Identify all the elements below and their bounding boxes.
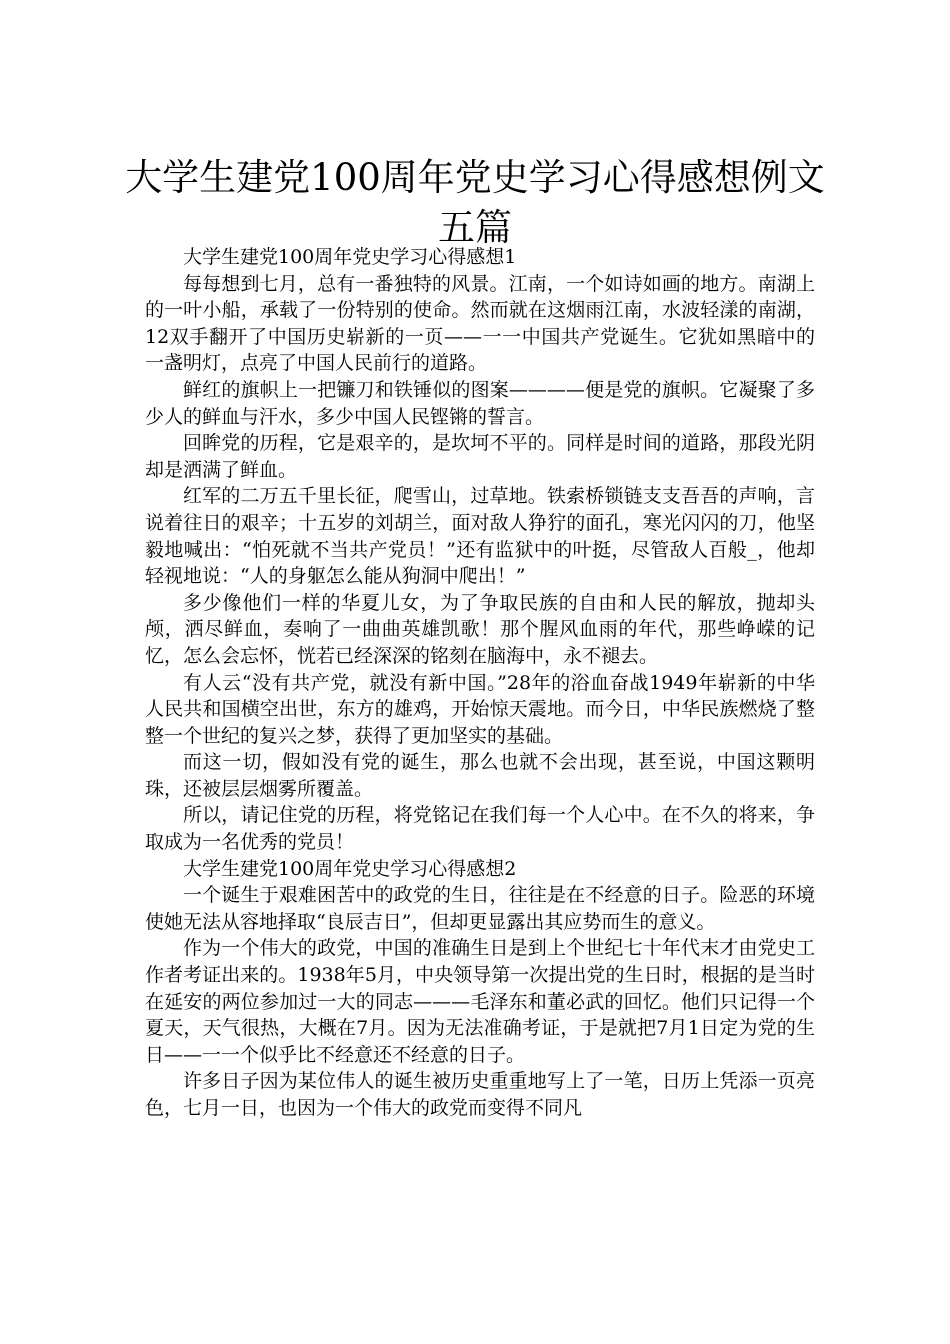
paragraph: 鲜红的旗帜上一把镰刀和铁锤似的图案————便是党的旗帜。它凝聚了多少人的鲜血与汗水，多少中国人民铿锵的誓言。 — [145, 378, 815, 428]
document-title: 大学生建党100周年党史学习心得感想例文五篇 — [125, 155, 825, 249]
paragraph: 一个诞生于艰难困苦中的政党的生日，往往是在不经意的日子。险恶的环境使她无法从容地择取“良辰吉日”，但却更显露出其应势而生的意义。 — [145, 884, 815, 933]
paragraph: 有人云“没有共产党，就没有新中国。”28年的浴血奋战1949年崭新的中华人民共和国横空出世，东方的雄鸡，开始惊天震地。而今日，中华民族燃烧了整整一个世纪的复兴之梦，获得了更加坚实的基础。 — [145, 671, 815, 747]
paragraph: 所以，请记住党的历程，将党铭记在我们每一个人心中。在不久的将来，争取成为一名优秀的党员！ — [145, 804, 815, 854]
paragraph: 多少像他们一样的华夏儿女，为了争取民族的自由和人民的解放，抛却头颅，洒尽鲜血，奏响了一曲曲英雄凯歌！那个腥风血雨的年代，那些峥嵘的记忆，怎么会忘怀，恍若已经深深的铭刻在脑海中，永不褪去。 — [145, 591, 815, 667]
paragraph: 许多日子因为某位伟人的诞生被历史重重地写上了一笔，日历上凭添一页亮色，七月一日，也因为一个伟大的政党而变得不同凡 — [145, 1070, 815, 1119]
section-heading: 大学生建党100周年党史学习心得感想2 — [183, 857, 517, 880]
section-heading: 大学生建党100周年党史学习心得感想1 — [183, 246, 517, 268]
paragraph: 红军的二万五千里长征，爬雪山，过草地。铁索桥锁链支支吾吾的声响，言说着往日的艰辛；十五岁的刘胡兰，面对敌人狰狞的面孔，寒光闪闪的刀，他坚毅地喊出：“怕死就不当共产党员！”还有监狱中的叶挺，尽管敌人百般_，他却轻视地说：“人的身躯怎么能从狗洞中爬出！” — [145, 485, 815, 588]
document-body — [145, 244, 815, 1122]
paragraph: 回眸党的历程，它是艰辛的，是坎坷不平的。同样是时间的道路，那段光阴却是洒满了鲜血。 — [145, 432, 815, 481]
paragraph: 每每想到七月，总有一番独特的风景。江南，一个如诗如画的地方。南湖上的一叶小船，承载了一份特别的使命。然而就在这烟雨江南，水波轻漾的南湖，12双手翻开了中国历史崭新的一页——一一中国共产党诞生。它犹如黑暗中的一盏明灯，点亮了中国人民前行的道路。 — [145, 272, 815, 375]
paragraph: 而这一切，假如没有党的诞生，那么也就不会出现，甚至说，中国这颗明珠，还被层层烟雾所覆盖。 — [145, 751, 815, 800]
paragraph: 作为一个伟大的政党，中国的准确生日是到上个世纪七十年代末才由党史工作者考证出来的。1938年5月，中央领导第一次提出党的生日时，根据的是当时在延安的两位参加过一大的同志———毛泽东和董必武的回忆。他们只记得一个夏天，天气很热，大概在7月。因为无法准确考证，于是就把7月1日定为党的生日——一一个似乎比不经意还不经意的日子。 — [145, 937, 815, 1066]
